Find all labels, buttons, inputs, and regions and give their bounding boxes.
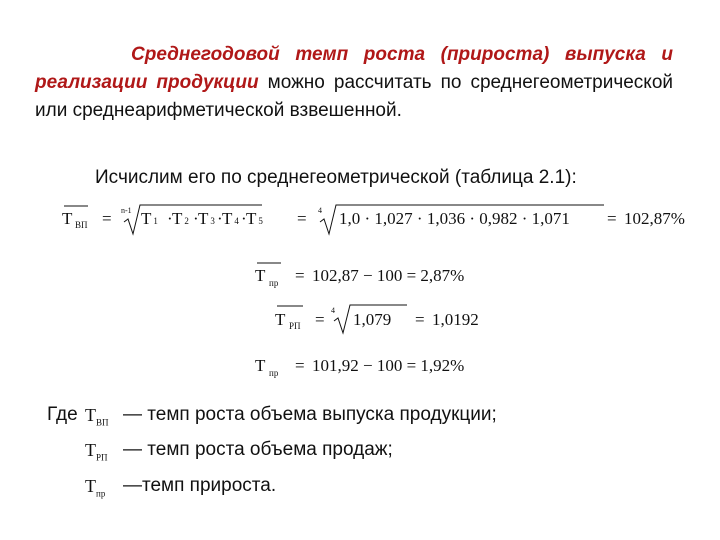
emphasis-text: Среднегодовой темп роста (прироста) выпуска и реализации продукции bbox=[35, 44, 673, 93]
f3-result: 1,0192 bbox=[432, 310, 479, 329]
f1-term-1: Т 1 bbox=[141, 209, 158, 228]
legend-where-label: Где bbox=[47, 404, 78, 425]
f1-term-4: Т 4 bbox=[222, 209, 239, 228]
f4-lhs-sub: пр bbox=[269, 368, 279, 378]
f1-term-5: Т 5 bbox=[246, 209, 263, 228]
f4-equals: = bbox=[295, 356, 305, 375]
f1-term-2: Т 2 bbox=[172, 209, 189, 228]
f3-radicand: 1,079 bbox=[353, 310, 392, 329]
intro-paragraph bbox=[35, 41, 673, 125]
f1-equals-3: = bbox=[607, 209, 617, 228]
f4-lhs: Т bbox=[255, 356, 266, 375]
legend-symbol-vp: $Т_{ВП}$ bbox=[85, 405, 109, 428]
legend-desc-rp: — темп роста объема продаж; bbox=[123, 439, 393, 460]
f1-equals: = bbox=[102, 209, 112, 228]
f1-root-index-2: 4 bbox=[318, 206, 322, 215]
f4-expr: 101,92 − 100 = 1,92% bbox=[312, 356, 465, 375]
formula-growth-increment-2 bbox=[255, 348, 515, 380]
f1-dot: · bbox=[167, 209, 173, 228]
f1-term-3: Т 3 bbox=[198, 209, 215, 228]
f1-result: 102,87% bbox=[624, 209, 685, 228]
f1-radicand: 1,0 · 1,027 · 1,036 · 0,982 · 1,071 bbox=[339, 209, 570, 228]
f1-lhs: Т bbox=[62, 209, 73, 228]
f3-equals: = bbox=[315, 310, 325, 329]
f1-equals-2: = bbox=[297, 209, 307, 228]
formula-growth-increment-1 bbox=[255, 258, 515, 290]
f1-dot: · bbox=[217, 209, 223, 228]
legend-symbol-pr: $Т_{пр}$ bbox=[85, 476, 106, 499]
f1-lhs-sub: ВП bbox=[75, 220, 88, 230]
legend-symbol-rp: $Т_{РП}$ bbox=[85, 440, 108, 463]
f2-lhs: Т bbox=[255, 266, 266, 285]
f2-expr: 102,87 − 100 = 2,87% bbox=[312, 266, 465, 285]
paragraph-text: можно рассчитать по среднегеометрической или среднеарифметической взвешенной. bbox=[35, 72, 674, 121]
legend-desc-vp: — темп роста объема выпуска продукции; bbox=[123, 404, 497, 425]
f1-root-index: n-1 bbox=[121, 206, 132, 215]
legend-desc-pr: —темп прироста. bbox=[123, 475, 277, 496]
f3-equals-2: = bbox=[415, 310, 425, 329]
subheading: Исчислим его по среднегеометрической (таблица 2.1): bbox=[95, 167, 577, 188]
f3-root-index: 4 bbox=[331, 306, 335, 315]
formula-growth-rate-output bbox=[62, 200, 685, 240]
f3-lhs-sub: РП bbox=[289, 321, 301, 331]
f3-lhs: Т bbox=[275, 310, 286, 329]
f2-lhs-sub: пр bbox=[269, 278, 279, 288]
f2-equals: = bbox=[295, 266, 305, 285]
f1-dot: · bbox=[193, 209, 199, 228]
f1-dot: · bbox=[241, 209, 247, 228]
formula-growth-rate-sales bbox=[275, 301, 515, 337]
